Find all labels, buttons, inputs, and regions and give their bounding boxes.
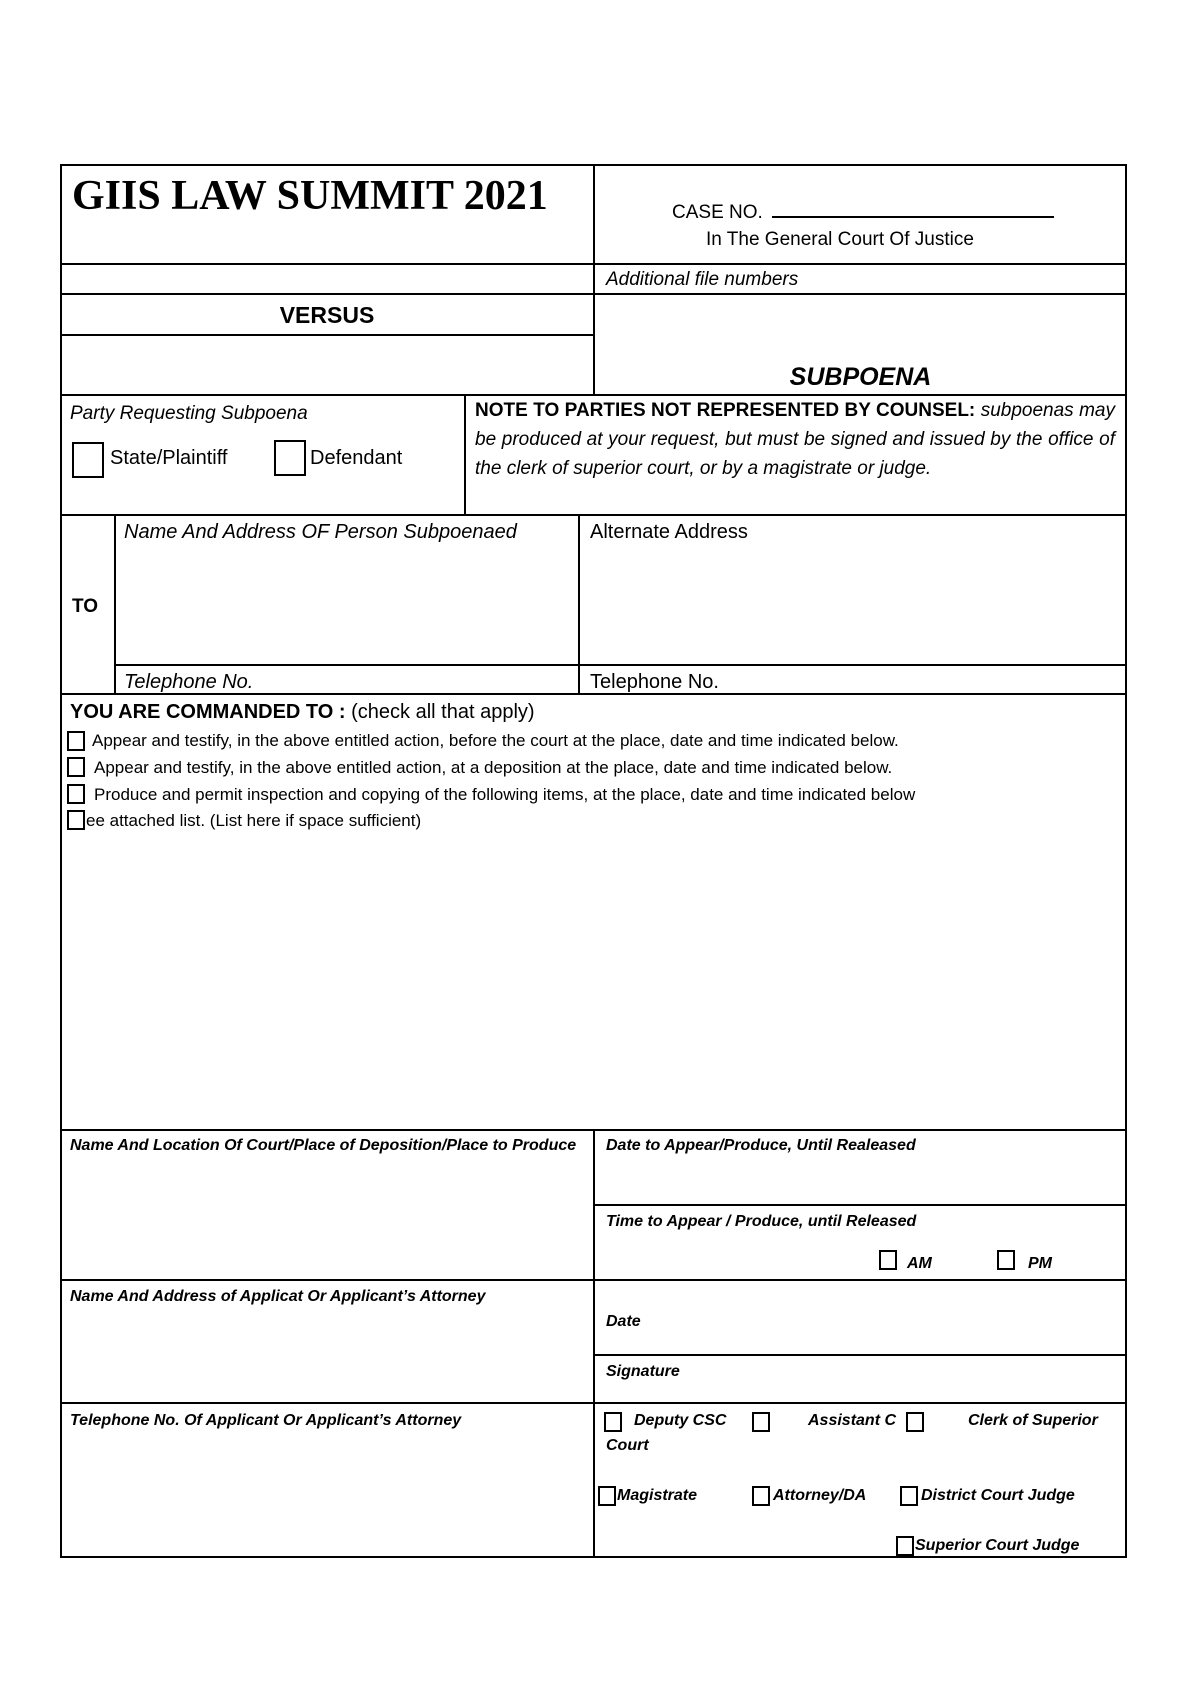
court-name: In The General Court Of Justice xyxy=(706,229,974,250)
alternate-address-label: Alternate Address xyxy=(590,521,748,543)
attached-list-checkbox[interactable] xyxy=(67,810,85,830)
divider xyxy=(593,1129,595,1558)
note-heading: NOTE TO PARTIES NOT REPRESENTED BY COUNSEL: xyxy=(475,400,976,421)
divider xyxy=(60,514,1127,516)
produce-items-checkbox[interactable] xyxy=(67,784,85,804)
divider xyxy=(578,514,580,693)
defendant-label: Defendant xyxy=(310,447,403,469)
divider xyxy=(594,1354,1127,1356)
court-label: Court xyxy=(606,1437,649,1454)
case-number-label: CASE NO. xyxy=(672,202,763,223)
alternate-telephone-label: Telephone No. xyxy=(590,671,719,693)
telephone-label: Telephone No. xyxy=(124,671,254,693)
command-option: Appear and testify, in the above entitled action, before the court at the place, date and time indicated below. xyxy=(92,731,899,750)
appear-testify-court-checkbox[interactable] xyxy=(67,731,85,751)
pm-checkbox[interactable] xyxy=(997,1250,1015,1270)
divider xyxy=(60,334,594,336)
case-number-field[interactable] xyxy=(772,200,1054,218)
command-option: Appear and testify, in the above entitled action, at a deposition at the place, date and time indicated below. xyxy=(94,758,893,777)
superior-judge-label: Superior Court Judge xyxy=(915,1537,1080,1554)
command-option: Produce and permit inspection and copying of the following items, at the place, date and time indicated below xyxy=(94,785,916,804)
divider xyxy=(593,164,595,394)
defendant-checkbox[interactable] xyxy=(274,440,306,476)
commands-heading-note: (check all that apply) xyxy=(351,701,535,723)
divider xyxy=(464,394,466,514)
unrepresented-parties-note xyxy=(475,396,1115,483)
form-border-left xyxy=(60,164,62,1558)
attorney-da-checkbox[interactable] xyxy=(752,1486,770,1506)
person-subpoenaed-label: Name And Address OF Person Subpoenaed xyxy=(124,521,517,543)
divider xyxy=(114,514,116,693)
magistrate-label: Magistrate xyxy=(617,1487,698,1504)
applicant-telephone-label: Telephone No. Of Applicant Or Applicant’s Attorney xyxy=(70,1412,462,1429)
clerk-label: Clerk of Superior xyxy=(968,1412,1098,1429)
form-title-heading: GIIS LAW SUMMIT 2021 xyxy=(72,173,548,219)
district-judge-label: District Court Judge xyxy=(921,1487,1075,1504)
commands-heading-label: YOU ARE COMMANDED TO : xyxy=(70,701,346,723)
deputy-csc-label: Deputy CSC xyxy=(634,1412,727,1429)
subpoena-form xyxy=(60,164,1127,1558)
case-number-row xyxy=(672,200,1054,225)
magistrate-checkbox[interactable] xyxy=(598,1486,616,1506)
subpoena-title: SUBPOENA xyxy=(789,363,932,391)
appear-date-label: Date to Appear/Produce, Until Realeased xyxy=(606,1137,916,1154)
additional-file-numbers-label: Additional file numbers xyxy=(606,269,799,290)
state-plaintiff-checkbox[interactable] xyxy=(72,442,104,478)
to-label: TO xyxy=(72,596,99,617)
note-body: subpoenas may be produced at your request, but must be signed and issued by the office of the clerk of superior court, or by a magistrate or judge. xyxy=(475,400,1115,479)
assistant-label: Assistant C xyxy=(808,1412,897,1429)
divider xyxy=(594,1204,1127,1206)
district-judge-checkbox[interactable] xyxy=(900,1486,918,1506)
court-location-label: Name And Location Of Court/Place of Deposition/Place to Produce xyxy=(70,1137,577,1154)
clerk-checkbox[interactable] xyxy=(906,1412,924,1432)
appear-testify-deposition-checkbox[interactable] xyxy=(67,757,85,777)
signature-label: Signature xyxy=(606,1363,680,1380)
assistant-checkbox[interactable] xyxy=(752,1412,770,1432)
command-option: ee attached list. (List here if space sufficient) xyxy=(86,811,422,830)
pm-label: PM xyxy=(1028,1255,1052,1272)
versus-label: VERSUS xyxy=(279,302,375,328)
attorney-da-label: Attorney/DA xyxy=(773,1487,867,1504)
divider xyxy=(114,664,1127,666)
date-label: Date xyxy=(606,1313,641,1330)
deputy-csc-checkbox[interactable] xyxy=(604,1412,622,1432)
appear-time-label: Time to Appear / Produce, until Released xyxy=(606,1213,917,1230)
commands-heading xyxy=(70,700,535,724)
party-requesting-label: Party Requesting Subpoena xyxy=(70,403,308,424)
am-label: AM xyxy=(907,1255,932,1272)
state-plaintiff-label: State/Plaintiff xyxy=(110,447,228,469)
am-checkbox[interactable] xyxy=(879,1250,897,1270)
applicant-name-label: Name And Address of Applicat Or Applicant’s Attorney xyxy=(70,1288,486,1305)
superior-judge-checkbox[interactable] xyxy=(896,1536,914,1556)
